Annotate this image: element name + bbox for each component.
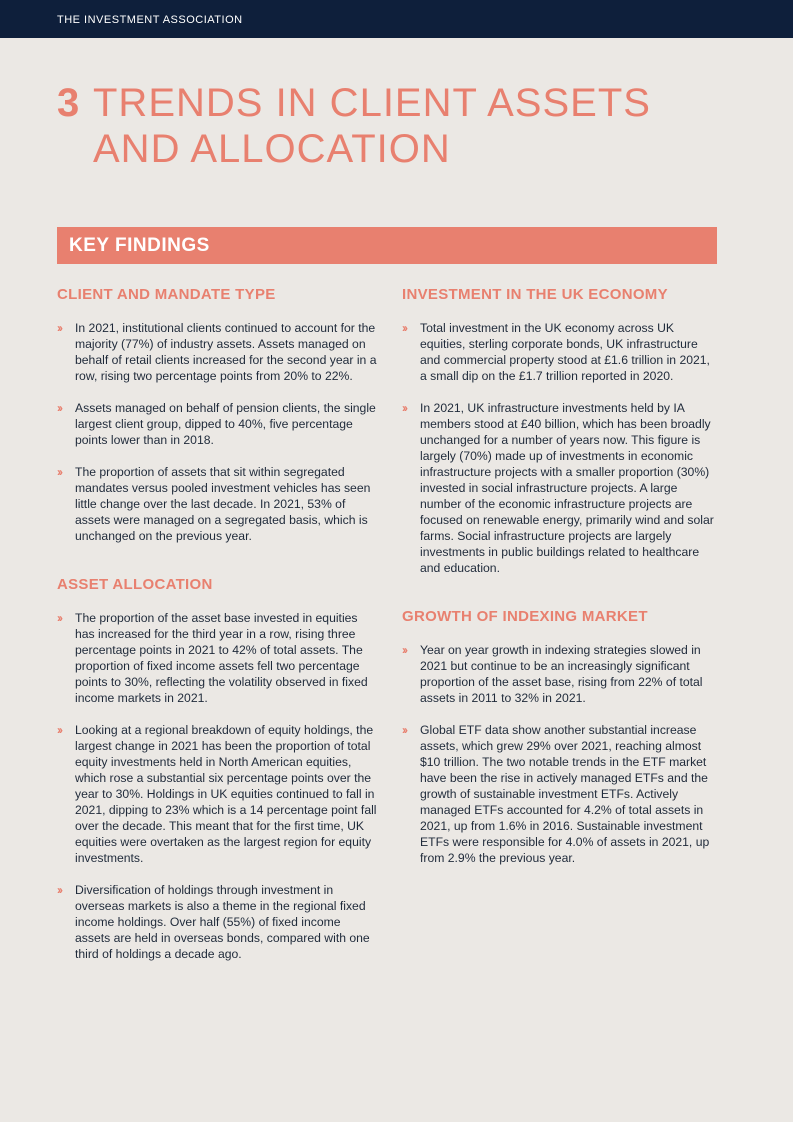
- finding-item: ›› Looking at a regional breakdown of equity holdings, the largest change in 2021 has been the proportion of total equity investments held in North American equities, which rose a substantial six percentage points over the year to 30%. Holdings in UK equities continued to fall in 2021, dipping to 23% which is a 14 percentage point fall over the decade. This meant that for the first time, UK equities were overtaken as the largest region for equity investments.: [57, 723, 377, 865]
- chevron-icon: ››: [57, 611, 61, 625]
- section-heading: INVESTMENT IN THE UK ECONOMY: [402, 286, 668, 303]
- section-uk-economy: [402, 286, 720, 576]
- chevron-icon: ››: [57, 723, 61, 737]
- chevron-icon: ››: [402, 401, 406, 415]
- chevron-icon: ››: [57, 321, 61, 335]
- chevron-icon: ››: [57, 401, 61, 415]
- right-column: [402, 286, 720, 882]
- finding-item: ›› Diversification of holdings through investment in overseas markets is also a theme in the regional fixed income holdings. Over half (55%) of fixed income assets are held in overseas bonds, compared with one third of holdings a decade ago.: [57, 883, 370, 961]
- chapter-number: 3: [57, 81, 81, 125]
- chevron-icon: ››: [57, 883, 61, 897]
- finding-item: ›› In 2021, UK infrastructure investments held by IA members stood at £40 billion, which has been broadly unchanged for a number of years now. This figure is largely (70%) made up of investments in economic infrastructure projects with a smaller proportion (30%) invested in social infrastructure projects. A large number of the economic infrastructure projects are focused on renewable energy, primarily wind and solar farms. Social infrastructure projects are largely investments in public buildings related to healthcare and education.: [402, 401, 714, 575]
- chevron-icon: ››: [402, 643, 406, 657]
- finding-item: ›› Global ETF data show another substantial increase assets, which grew 29% over 2021, reaching almost $10 trillion. The two notable trends in the ETF market have been the rise in actively managed ETFs and the growth of sustainable investment ETFs. Actively managed ETFs accounted for 4.2% of total assets in 2021, up from 1.6% in 2016. Sustainable investment ETFs were responsible for 4.0% of assets in 2021, up from 2.9% the previous year.: [402, 723, 710, 865]
- finding-item: ›› Year on year growth in indexing strategies slowed in 2021 but continue to be an increasingly significant proportion of the asset base, rising from 22% of total assets in 2011 to 32% in 2021.: [402, 643, 703, 705]
- title-line-2: AND ALLOCATION: [93, 127, 451, 171]
- finding-item: ›› The proportion of assets that sit within segregated mandates versus pooled investment vehicles has seen little change over the last decade. In 2021, 53% of assets were managed on a segregated basis, which is unchanged on the previous year.: [57, 465, 371, 543]
- finding-item: ›› The proportion of the asset base invested in equities has increased for the third year in a row, rising three percentage points in 2021 to 42% of total assets. The proportion of fixed income assets fell two percentage points to 30%, reflecting the volatility observed in fixed income markets in 2021.: [57, 611, 368, 705]
- finding-item: ›› Assets managed on behalf of pension clients, the single largest client group, dipped to 40%, five percentage points lower than in 2018.: [57, 401, 376, 447]
- header-bar: [0, 0, 793, 38]
- title-line-1: TRENDS IN CLIENT ASSETS: [93, 81, 651, 125]
- page-title: [57, 80, 757, 172]
- finding-item: ›› Total investment in the UK economy across UK equities, sterling corporate bonds, UK infrastructure and commercial property stood at £1.6 trillion in 2021, a small dip on the £1.7 trillion reported in 2020.: [402, 321, 710, 383]
- chevron-icon: ››: [402, 723, 406, 737]
- section-heading: ASSET ALLOCATION: [57, 576, 213, 593]
- chevron-icon: ››: [57, 465, 61, 479]
- finding-item: ›› In 2021, institutional clients continued to account for the majority (77%) of industry assets. Assets managed on behalf of retail clients increased for the second year in a row, rising two percentage points from 20% to 22%.: [57, 321, 377, 383]
- organization-name: THE INVESTMENT ASSOCIATION: [57, 14, 243, 26]
- section-heading: CLIENT AND MANDATE TYPE: [57, 286, 276, 303]
- section-client-mandate: [57, 286, 377, 544]
- key-findings-label: KEY FINDINGS: [69, 235, 210, 256]
- section-asset-allocation: [57, 576, 377, 962]
- left-column: [57, 286, 377, 978]
- section-heading: GROWTH OF INDEXING MARKET: [402, 608, 648, 625]
- section-indexing-market: [402, 608, 720, 866]
- key-findings-banner: [57, 227, 717, 264]
- chevron-icon: ››: [402, 321, 406, 335]
